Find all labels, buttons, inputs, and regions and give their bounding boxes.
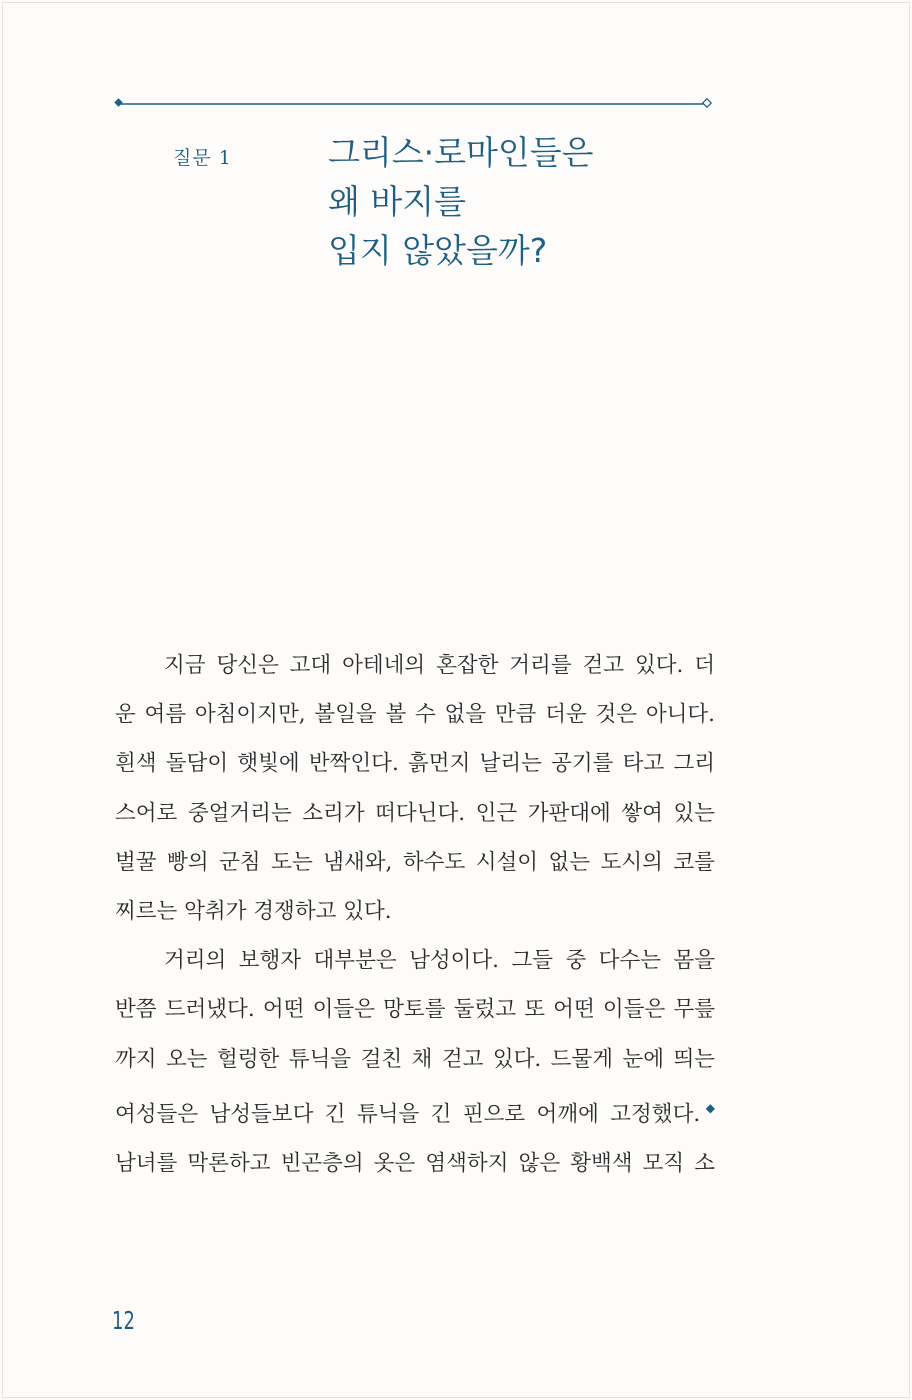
rule-graphic — [114, 97, 714, 111]
question-label: 질문 1 — [173, 147, 232, 169]
chapter-title-line: 그리스·로마인들은 — [328, 133, 594, 172]
paragraph-line: 스어로 중얼거리는 소리가 떠다닌다. 인근 가판대에 쌓여 있는 — [115, 800, 715, 826]
chapter-title — [328, 128, 708, 275]
footnote-marker-icon[interactable]: ◆ — [701, 1100, 715, 1115]
paragraph-line: 까지 오는 헐렁한 튜닉을 걸친 채 걷고 있다. 드물게 눈에 띄는 — [115, 1046, 715, 1072]
paragraph-line: 남녀를 막론하고 빈곤층의 옷은 염색하지 않은 황백색 모직 소 — [115, 1151, 715, 1177]
page-number: 12 — [112, 1306, 135, 1335]
paragraph-line: 지금 당신은 고대 아테네의 혼잡한 거리를 걷고 있다. 더 — [164, 653, 715, 678]
chapter-title-line: 왜 바지를 — [328, 182, 467, 221]
diamond-outline-icon — [703, 99, 711, 107]
paragraph-line-text: 여성들은 남성들보다 긴 튜닉을 긴 핀으로 어깨에 고정했다. — [115, 1101, 701, 1127]
paragraph-line: 벌꿀 빵의 군침 도는 냄새와, 하수도 시설이 없는 도시의 코를 — [115, 849, 715, 875]
body-text — [115, 641, 715, 1188]
paragraph-line: 운 여름 아침이지만, 볼일을 볼 수 없을 만큼 더운 것은 아니다. — [115, 702, 715, 728]
decorative-rule — [114, 97, 714, 111]
paragraph-line: 반쯤 드러냈다. 어떤 이들은 망토를 둘렀고 또 어떤 이들은 무릎 — [115, 997, 715, 1023]
paragraph-line: 거리의 보행자 대부분은 남성이다. 그들 중 다수는 몸을 — [164, 948, 715, 974]
diamond-filled-icon — [114, 98, 122, 106]
paragraph-line: 흰색 돌담이 햇빛에 반짝인다. 흙먼지 날리는 공기를 타고 그리 — [115, 751, 715, 777]
paragraph-line-with-footnote — [115, 1084, 715, 1139]
paragraph-line: 찌르는 악취가 경쟁하고 있다. — [115, 899, 392, 925]
chapter-title-line: 입지 않았을까? — [328, 231, 548, 270]
